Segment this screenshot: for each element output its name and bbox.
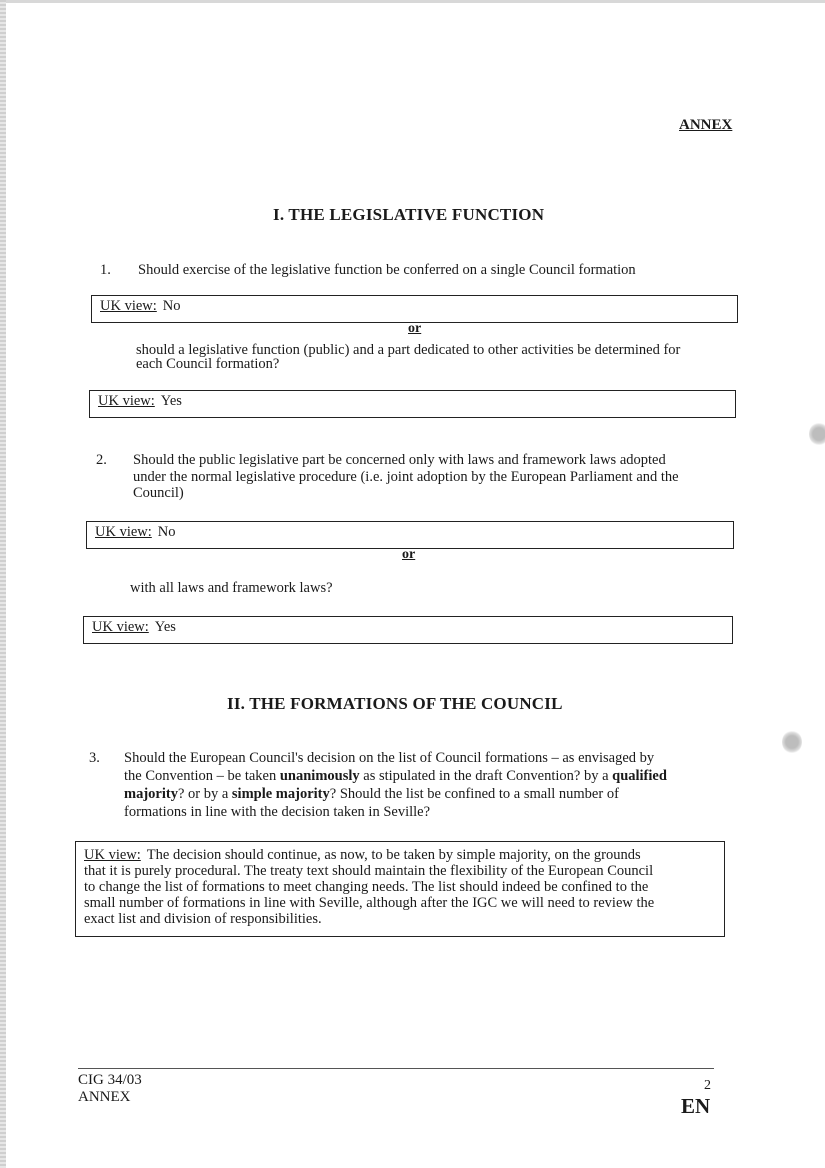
doc-reference: CIG 34/03 — [78, 1072, 142, 1088]
uk-view-text: small number of formations in line with Seville, although after the IGC we will need to review the — [84, 895, 655, 911]
doc-type: ANNEX — [78, 1089, 131, 1105]
punch-hole-mark — [782, 730, 802, 754]
question-text: under the normal legislative procedure (i.e. joint adoption by the European Parliament and the — [133, 469, 679, 485]
question-number: 1. — [100, 262, 111, 278]
question-text: formations in line with the decision taken in Seville? — [124, 804, 431, 820]
or-separator: or — [408, 321, 422, 336]
uk-view-text: exact list and division of responsibilities. — [84, 911, 322, 927]
question-text: Should the public legislative part be concerned only with laws and framework laws adopted — [133, 452, 666, 468]
section-title-legislative-function: I. THE LEGISLATIVE FUNCTION — [273, 205, 545, 224]
question-text: Council) — [133, 485, 184, 501]
uk-view-box-q1-a — [91, 295, 738, 323]
emphasis-majority: majority — [124, 786, 178, 802]
emphasis-simple-majority: simple majority — [231, 786, 330, 802]
emphasis-qualified: qualified — [612, 768, 667, 784]
uk-view-text: The decision should continue, as now, to be taken by simple majority, on the grounds — [146, 847, 641, 863]
uk-view-text: to change the list of formations to meet changing needs. The list should indeed be confined to the — [84, 879, 649, 895]
question-number: 2. — [96, 452, 107, 468]
uk-view-label: UK view: — [98, 393, 155, 409]
question-text: majority? or by a simple majority? Should the list be confined to a small number of — [124, 786, 619, 802]
page-number: 2 — [704, 1078, 711, 1093]
or-separator: or — [402, 547, 416, 562]
alternative-text-line: with all laws and framework laws? — [130, 580, 333, 596]
annex-label: ANNEX — [679, 117, 733, 133]
question-text: Should exercise of the legislative function be conferred on a single Council formation — [138, 262, 636, 278]
uk-view-box-q3 — [75, 841, 725, 937]
uk-view-label: UK view: — [95, 524, 152, 540]
uk-view-answer: No — [157, 524, 176, 540]
alternative-text-line: each Council formation? — [136, 356, 280, 372]
section-title-council-formations: II. THE FORMATIONS OF THE COUNCIL — [227, 694, 563, 713]
language-code: EN — [681, 1094, 711, 1118]
scan-top-edge — [0, 0, 825, 3]
question-number: 3. — [89, 750, 100, 766]
uk-view-label: UK view: — [100, 298, 157, 314]
uk-view-answer: No — [162, 298, 181, 314]
uk-view-box-q1-b — [89, 390, 736, 418]
uk-view-text: that it is purely procedural. The treaty text should maintain the flexibility of the European Council — [84, 863, 654, 879]
footer-divider — [78, 1068, 714, 1069]
uk-view-answer: Yes — [160, 393, 182, 409]
alternative-text-line: should a legislative function (public) and a part dedicated to other activities be determined for — [136, 342, 681, 358]
uk-view-label: UK view: — [84, 847, 141, 863]
uk-view-label: UK view: — [92, 619, 149, 635]
scan-left-edge — [0, 0, 6, 1168]
footer-reference — [78, 1072, 142, 1106]
emphasis-unanimously: unanimously — [279, 768, 360, 784]
uk-view-answer: Yes — [154, 619, 176, 635]
uk-view-box-q2-b — [83, 616, 733, 644]
question-text: Should the European Council's decision on the list of Council formations – as envisaged by — [124, 750, 655, 766]
uk-view-box-q2-a — [86, 521, 734, 549]
question-text: the Convention – be taken unanimously as stipulated in the draft Convention? by a qualified — [124, 768, 667, 784]
punch-hole-mark — [809, 422, 825, 446]
